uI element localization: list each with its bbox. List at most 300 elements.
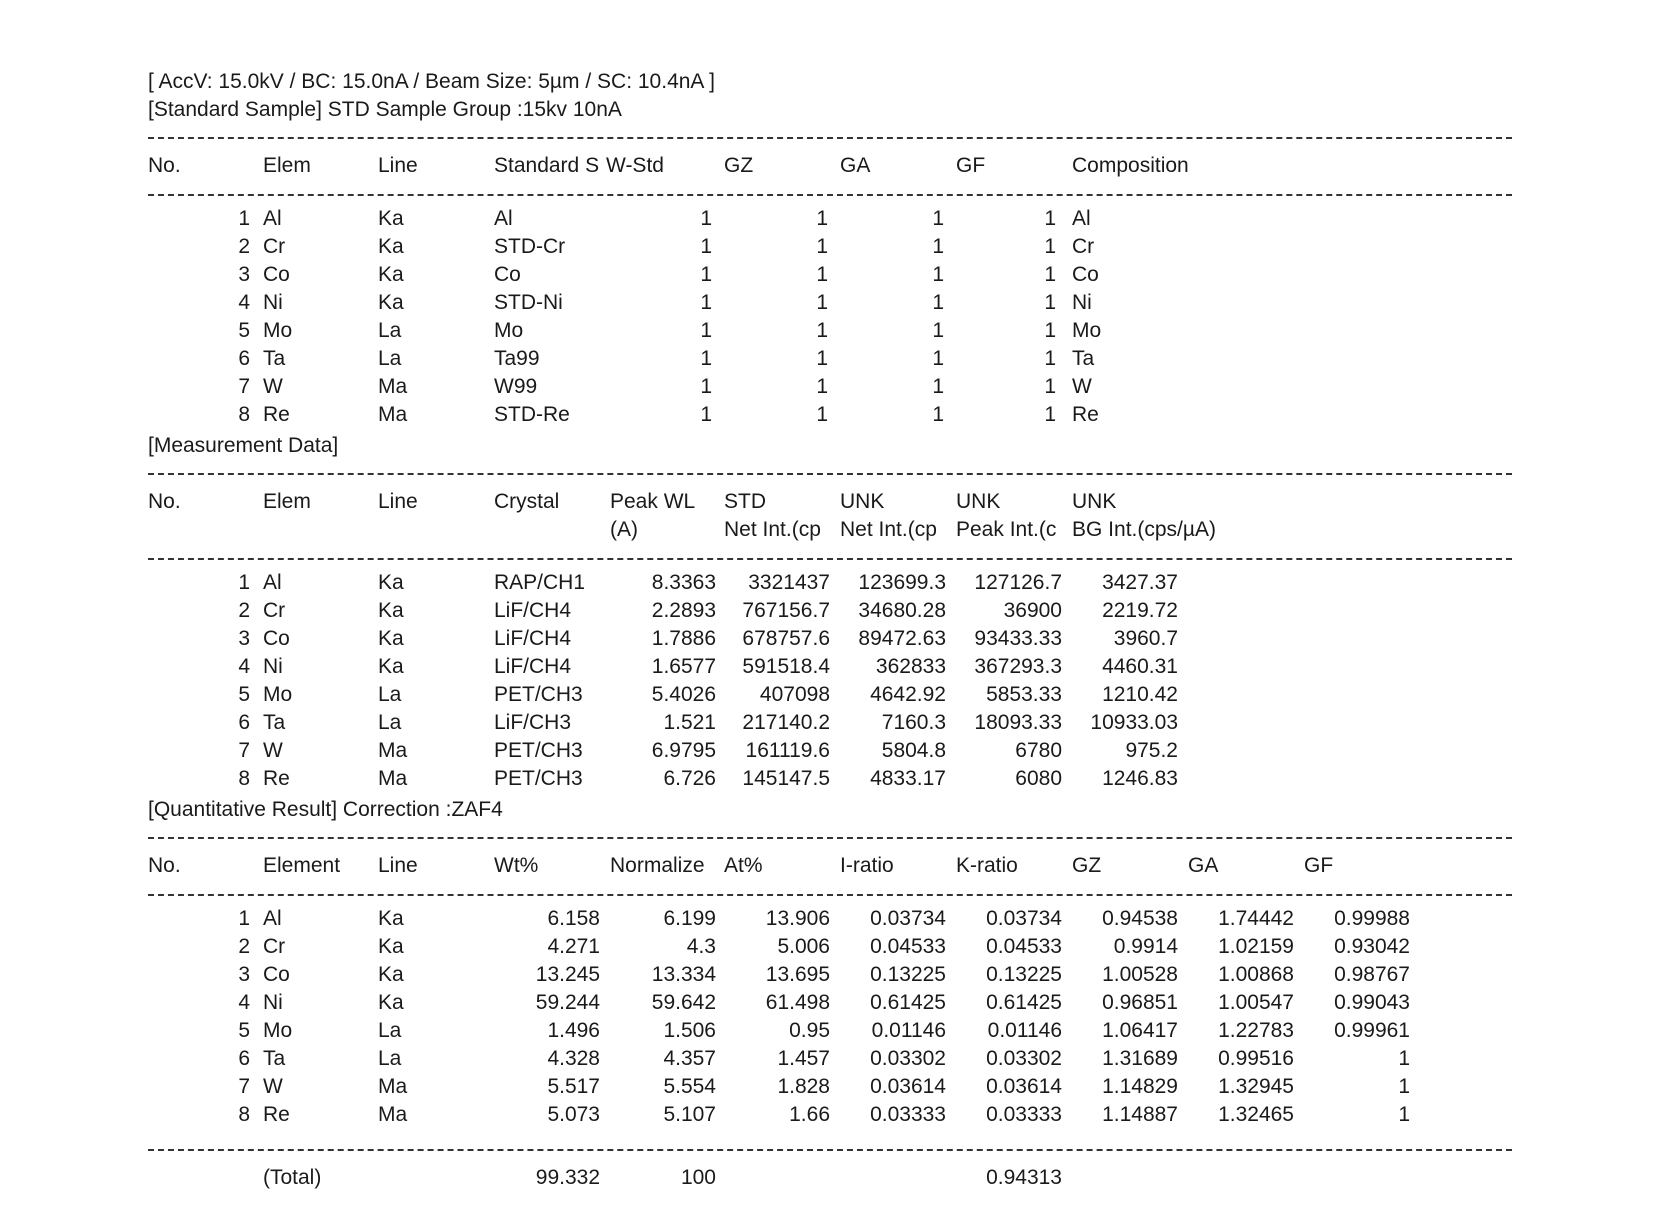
table-row [0,373,1654,401]
col-header-composition: Composition [1072,154,1189,177]
table-row [0,1101,1654,1129]
cell-wstd: 1 [700,291,712,314]
cell-no: 1 [238,571,250,594]
cell-line: Ka [378,571,404,594]
cell-gz: 0.94538 [1102,907,1178,930]
divider [148,894,1512,896]
col-header-unk-bg: UNK [1072,490,1117,513]
cell-no: 7 [238,375,250,398]
cell-elem: W [263,739,283,762]
cell-gf: 1 [1398,1047,1410,1070]
cell-gf: 1 [1398,1075,1410,1098]
cell-gz: 0.96851 [1102,991,1178,1014]
cell-line: Ma [378,1103,408,1126]
cell-gf: 0.99961 [1334,1019,1410,1042]
divider [148,837,1512,839]
cell-unk-net: 7160.3 [881,711,946,734]
cell-ga: 1 [932,235,944,258]
cell-unk-net: 4642.92 [870,683,946,706]
cell-gf: 1 [1044,263,1056,286]
cell-kratio: 0.03614 [986,1075,1062,1098]
cell-composition: Mo [1072,319,1102,342]
cell-crystal: LiF/CH3 [494,711,572,734]
cell-ga: 1.32465 [1218,1103,1294,1126]
col-header-kratio: K-ratio [956,854,1018,877]
cell-no: 8 [238,767,250,790]
cell-elem: Co [263,263,290,286]
cell-wstd: 1 [700,235,712,258]
cell-unk-peak: 367293.3 [974,655,1062,678]
col-header-ga: GA [1188,854,1219,877]
cell-unk-bg: 4460.31 [1102,655,1178,678]
cell-standard: Al [494,207,513,230]
cell-no: 5 [238,1019,250,1042]
cell-line: Ka [378,291,404,314]
table-row [0,1045,1654,1073]
table-row [0,345,1654,373]
cell-gz: 1.06417 [1102,1019,1178,1042]
col-header-no: No. [148,490,181,513]
cell-ga: 1 [932,347,944,370]
cell-normalize: 4.357 [663,1047,716,1070]
col-header-line: Line [378,490,418,513]
cell-standard: Mo [494,319,524,342]
col-header-iratio: I-ratio [840,854,894,877]
cell-wt: 4.271 [547,935,600,958]
cell-standard: STD-Cr [494,235,566,258]
cell-no: 4 [238,291,250,314]
col-header-peakwl-unit: (A) [610,518,638,541]
cell-no: 5 [238,683,250,706]
cell-ga: 1 [932,291,944,314]
cell-unk-peak: 6780 [1015,739,1062,762]
col-header-std: STD [724,490,766,513]
cell-line: Ma [378,767,408,790]
cell-peakwl: 1.7886 [651,627,716,650]
total-normalize: 100 [680,1166,716,1189]
col-header-peakwl: Peak WL [610,490,696,513]
cell-elem: Re [263,767,290,790]
cell-iratio: 0.13225 [870,963,946,986]
cell-gf: 1 [1044,235,1056,258]
cell-normalize: 5.107 [663,1103,716,1126]
table-row [0,905,1654,933]
col-header-element: Element [263,854,341,877]
cell-unk-peak: 18093.33 [974,711,1062,734]
cell-kratio: 0.61425 [986,991,1062,1014]
cell-std-net: 678757.6 [742,627,830,650]
cell-normalize: 5.554 [663,1075,716,1098]
cell-elem: Al [263,907,282,930]
cell-no: 2 [238,599,250,622]
quantitative-title: [Quantitative Result] Correction :ZAF4 [148,798,503,821]
cell-kratio: 0.03333 [986,1103,1062,1126]
cell-peakwl: 1.521 [663,711,716,734]
table-row [0,681,1654,709]
col-header-standard: Standard S [494,154,600,177]
cell-composition: W [1072,375,1092,398]
table-row [0,625,1654,653]
cell-gz: 1.31689 [1102,1047,1178,1070]
table-row [0,933,1654,961]
cell-elem: Ni [263,655,283,678]
cell-std-net: 217140.2 [742,711,830,734]
cell-kratio: 0.03302 [986,1047,1062,1070]
cell-line: Ka [378,991,404,1014]
cell-gz: 1.14829 [1102,1075,1178,1098]
cell-gz: 1 [816,263,828,286]
cell-standard: STD-Re [494,403,570,426]
cell-gf: 0.99043 [1334,991,1410,1014]
cell-standard: W99 [494,375,538,398]
col-header-at: At% [724,854,763,877]
cell-peakwl: 8.3363 [651,571,716,594]
table-row [0,1017,1654,1045]
cell-gz: 1 [816,291,828,314]
cell-ga: 1 [932,403,944,426]
cell-peakwl: 5.4026 [651,683,716,706]
cell-ga: 0.99516 [1218,1047,1294,1070]
cell-line: La [378,347,402,370]
cell-gz: 1 [816,235,828,258]
cell-crystal: PET/CH3 [494,739,583,762]
total-row [0,1164,1654,1192]
cell-at: 1.457 [777,1047,830,1070]
cell-peakwl: 6.726 [663,767,716,790]
cell-line: Ka [378,627,404,650]
divider [148,1149,1512,1151]
cell-wt: 5.517 [547,1075,600,1098]
cell-wstd: 1 [700,375,712,398]
cell-no: 2 [238,935,250,958]
cell-composition: Ta [1072,347,1095,370]
cell-line: Ma [378,1075,408,1098]
cell-ga: 1.02159 [1218,935,1294,958]
col-header-wstd: W-Std [606,154,664,177]
cell-no: 6 [238,1047,250,1070]
cell-at: 13.906 [765,907,830,930]
cell-no: 6 [238,347,250,370]
cell-crystal: LiF/CH4 [494,627,572,650]
cell-unk-bg: 3960.7 [1113,627,1178,650]
cell-gf: 0.98767 [1334,963,1410,986]
cell-at: 0.95 [789,1019,830,1042]
cell-elem: Cr [263,599,286,622]
cell-at: 1.828 [777,1075,830,1098]
cell-composition: Co [1072,263,1099,286]
measurement-header-row [0,488,1654,516]
divider [148,194,1512,196]
cell-wt: 1.496 [547,1019,600,1042]
col-header-unk-peak: UNK [956,490,1001,513]
cell-ga: 1.74442 [1218,907,1294,930]
cell-gf: 1 [1398,1103,1410,1126]
cell-gf: 1 [1044,375,1056,398]
col-header-no: No. [148,154,181,177]
col-header-std-unit: Net Int.(cp [724,518,821,541]
table-row [0,765,1654,793]
cell-elem: Al [263,571,282,594]
table-row [0,289,1654,317]
cell-wstd: 1 [700,263,712,286]
col-header-gz: GZ [724,154,754,177]
table-row [0,1073,1654,1101]
cell-no: 8 [238,1103,250,1126]
cell-ga: 1 [932,263,944,286]
cell-standard: Co [494,263,521,286]
cell-unk-net: 89472.63 [858,627,946,650]
cell-no: 8 [238,403,250,426]
cell-no: 7 [238,1075,250,1098]
cell-no: 7 [238,739,250,762]
cell-elem: Co [263,627,290,650]
table-row [0,989,1654,1017]
cell-iratio: 0.01146 [871,1019,946,1042]
table-row [0,569,1654,597]
cell-gz: 0.9914 [1113,935,1178,958]
cell-unk-bg: 975.2 [1125,739,1178,762]
cell-wstd: 1 [700,207,712,230]
cell-line: Ma [378,375,408,398]
table-row [0,709,1654,737]
cell-kratio: 0.13225 [986,963,1062,986]
cell-elem: Al [263,207,282,230]
cell-unk-bg: 2219.72 [1102,599,1178,622]
cell-peakwl: 1.6577 [651,655,716,678]
table-row [0,233,1654,261]
measurement-header-row-2 [0,516,1654,544]
col-header-line: Line [378,854,418,877]
cell-gz: 1 [816,207,828,230]
cell-peakwl: 2.2893 [651,599,716,622]
cell-normalize: 6.199 [663,907,716,930]
cell-standard: STD-Ni [494,291,563,314]
cell-ga: 1.22783 [1218,1019,1294,1042]
cell-normalize: 59.642 [651,991,716,1014]
cell-crystal: LiF/CH4 [494,599,572,622]
cell-composition: Cr [1072,235,1095,258]
cell-no: 5 [238,319,250,342]
cell-line: Ka [378,235,404,258]
cell-line: Ma [378,739,408,762]
cell-line: La [378,711,402,734]
cell-line: La [378,683,402,706]
cell-elem: Cr [263,935,286,958]
col-header-wt: Wt% [494,854,539,877]
cell-unk-peak: 5853.33 [986,683,1062,706]
table-row [0,961,1654,989]
cell-no: 2 [238,235,250,258]
cell-elem: W [263,375,283,398]
col-header-gf: GF [956,154,986,177]
cell-elem: Cr [263,235,286,258]
cell-kratio: 0.04533 [986,935,1062,958]
cell-unk-bg: 10933.03 [1090,711,1178,734]
cell-std-net: 3321437 [748,571,830,594]
cell-unk-peak: 36900 [1003,599,1062,622]
col-header-unk-net: UNK [840,490,885,513]
cell-line: Ka [378,963,404,986]
divider [148,558,1512,560]
cell-wt: 6.158 [547,907,600,930]
cell-crystal: LiF/CH4 [494,655,572,678]
cell-ga: 1.32945 [1218,1075,1294,1098]
cell-iratio: 0.03302 [870,1047,946,1070]
cell-wstd: 1 [700,403,712,426]
col-header-line: Line [378,154,418,177]
cell-unk-bg: 1246.83 [1102,767,1178,790]
cell-wstd: 1 [700,347,712,370]
col-header-elem: Elem [263,154,311,177]
cell-no: 3 [238,627,250,650]
cell-elem: Ni [263,291,283,314]
cell-crystal: PET/CH3 [494,767,583,790]
cell-gf: 0.99988 [1334,907,1410,930]
standard-header-row [0,152,1654,180]
cell-crystal: RAP/CH1 [494,571,586,594]
table-row [0,317,1654,345]
cell-gz: 1.14887 [1102,1103,1178,1126]
cell-line: La [378,1047,402,1070]
cell-gf: 1 [1044,347,1056,370]
cell-standard: Ta99 [494,347,540,370]
cell-at: 61.498 [765,991,830,1014]
cell-unk-net: 362833 [875,655,946,678]
cell-unk-bg: 1210.42 [1102,683,1178,706]
cell-wt: 59.244 [535,991,600,1014]
cell-no: 4 [238,991,250,1014]
table-row [0,737,1654,765]
cell-elem: Mo [263,683,293,706]
cell-iratio: 0.04533 [870,935,946,958]
cell-wt: 4.328 [547,1047,600,1070]
cell-elem: Mo [263,1019,293,1042]
header-line-2: [Standard Sample] STD Sample Group :15kv 10nA [148,98,622,121]
table-row [0,205,1654,233]
cell-unk-net: 34680.28 [858,599,946,622]
col-header-crystal: Crystal [494,490,560,513]
col-header-gf: GF [1304,854,1334,877]
cell-gf: 1 [1044,403,1056,426]
cell-line: Ma [378,403,408,426]
cell-no: 1 [238,907,250,930]
cell-gf: 1 [1044,319,1056,342]
cell-elem: W [263,1075,283,1098]
cell-gf: 1 [1044,291,1056,314]
cell-line: La [378,319,402,342]
total-kratio: 0.94313 [986,1166,1062,1189]
table-row [0,401,1654,429]
cell-at: 13.695 [765,963,830,986]
cell-unk-net: 4833.17 [870,767,946,790]
cell-gf: 0.93042 [1334,935,1410,958]
cell-gz: 1.00528 [1102,963,1178,986]
cell-std-net: 591518.4 [742,655,830,678]
col-header-gz: GZ [1072,854,1102,877]
cell-elem: Re [263,1103,290,1126]
cell-unk-net: 5804.8 [881,739,946,762]
cell-iratio: 0.03333 [870,1103,946,1126]
cell-ga: 1 [932,375,944,398]
col-header-unk-bg-unit: BG Int.(cps/µA) [1072,518,1216,541]
cell-gf: 1 [1044,207,1056,230]
cell-iratio: 0.03614 [870,1075,946,1098]
cell-gz: 1 [816,347,828,370]
cell-unk-bg: 3427.37 [1102,571,1178,594]
cell-kratio: 0.01146 [987,1019,1062,1042]
cell-elem: Co [263,963,290,986]
cell-gz: 1 [816,319,828,342]
cell-line: La [378,1019,402,1042]
col-header-unk-net-unit: Net Int.(cp [840,518,937,541]
cell-line: Ka [378,655,404,678]
cell-iratio: 0.03734 [870,907,946,930]
header-line-1: [ AccV: 15.0kV / BC: 15.0nA / Beam Size: 5µm / SC: 10.4nA ] [148,70,715,93]
cell-unk-net: 123699.3 [858,571,946,594]
cell-std-net: 767156.7 [742,599,830,622]
cell-elem: Re [263,403,290,426]
cell-elem: Ta [263,347,286,370]
col-header-elem: Elem [263,490,311,513]
cell-std-net: 161119.6 [745,739,830,762]
cell-ga: 1.00868 [1218,963,1294,986]
cell-no: 3 [238,263,250,286]
cell-normalize: 13.334 [651,963,716,986]
cell-no: 4 [238,655,250,678]
cell-ga: 1 [932,319,944,342]
cell-ga: 1 [932,207,944,230]
cell-normalize: 1.506 [663,1019,716,1042]
cell-line: Ka [378,263,404,286]
cell-no: 3 [238,963,250,986]
cell-gz: 1 [816,375,828,398]
cell-peakwl: 6.9795 [651,739,716,762]
cell-unk-peak: 127126.7 [974,571,1062,594]
table-row [0,261,1654,289]
total-label: (Total) [263,1166,322,1189]
cell-ga: 1.00547 [1218,991,1294,1014]
cell-iratio: 0.61425 [870,991,946,1014]
divider [148,473,1512,475]
cell-elem: Ta [263,711,286,734]
cell-crystal: PET/CH3 [494,683,583,706]
cell-unk-peak: 6080 [1015,767,1062,790]
cell-composition: Al [1072,207,1091,230]
cell-std-net: 145147.5 [742,767,830,790]
cell-elem: Mo [263,319,293,342]
measurement-title: [Measurement Data] [148,434,339,457]
col-header-normalize: Normalize [610,854,705,877]
cell-std-net: 407098 [759,683,830,706]
total-wt: 99.332 [535,1166,600,1189]
cell-line: Ka [378,207,404,230]
cell-wt: 5.073 [547,1103,600,1126]
col-header-ga: GA [840,154,871,177]
col-header-no: No. [148,854,181,877]
cell-line: Ka [378,907,404,930]
table-row [0,653,1654,681]
cell-line: Ka [378,935,404,958]
cell-kratio: 0.03734 [986,907,1062,930]
cell-at: 5.006 [777,935,830,958]
quantitative-header-row [0,852,1654,880]
cell-unk-peak: 93433.33 [974,627,1062,650]
cell-gz: 1 [816,403,828,426]
cell-composition: Ni [1072,291,1092,314]
col-header-unk-peak-unit: Peak Int.(c [956,518,1057,541]
cell-composition: Re [1072,403,1099,426]
cell-no: 6 [238,711,250,734]
